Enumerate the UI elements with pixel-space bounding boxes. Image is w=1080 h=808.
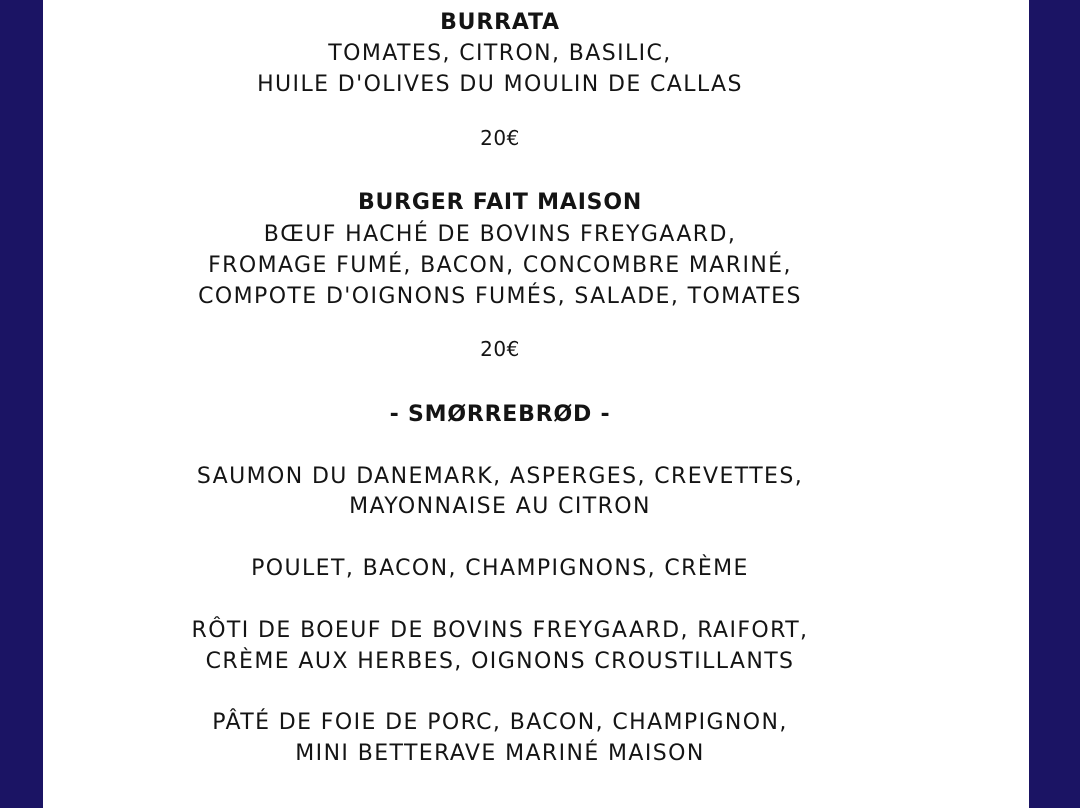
smorrebrod-item-line: MAYONNAISE AU CITRON [349, 494, 651, 519]
dish-description-line: FROMAGE FUMÉ, BACON, CONCOMBRE MARINÉ, [208, 253, 792, 278]
smorrebrod-item-line: RÔTI DE BOEUF DE BOVINS FREYGAARD, RAIFORT, [191, 618, 809, 643]
smorrebrod-item-line: SAUMON DU DANEMARK, ASPERGES, CREVETTES, [196, 464, 804, 489]
dish-price-burrata: 20€ [480, 126, 520, 150]
section-heading-smorrebrod: - SMØRREBRØD - [389, 402, 611, 427]
smorrebrod-item-line: MINI BETTERAVE MARINÉ MAISON [295, 741, 705, 766]
dish-title-burger: BURGER FAIT MAISON [357, 190, 643, 215]
dish-price-burger: 20€ [480, 337, 520, 361]
dish-description-line: BŒUF HACHÉ DE BOVINS FREYGAARD, [263, 222, 737, 247]
dish-description-line: HUILE D'OLIVES DU MOULIN DE CALLAS [257, 72, 743, 97]
dish-description-line: TOMATES, CITRON, BASILIC, [328, 41, 672, 66]
smorrebrod-item-line: POULET, BACON, CHAMPIGNONS, CRÈME [251, 556, 749, 581]
dish-description-line: COMPOTE D'OIGNONS FUMÉS, SALADE, TOMATES [198, 284, 802, 309]
smorrebrod-item-line: CRÈME AUX HERBES, OIGNONS CROUSTILLANTS [205, 649, 795, 674]
smorrebrod-item-line: PÂTÉ DE FOIE DE PORC, BACON, CHAMPIGNON, [212, 710, 788, 735]
dish-title-burrata: BURRATA [440, 10, 560, 35]
